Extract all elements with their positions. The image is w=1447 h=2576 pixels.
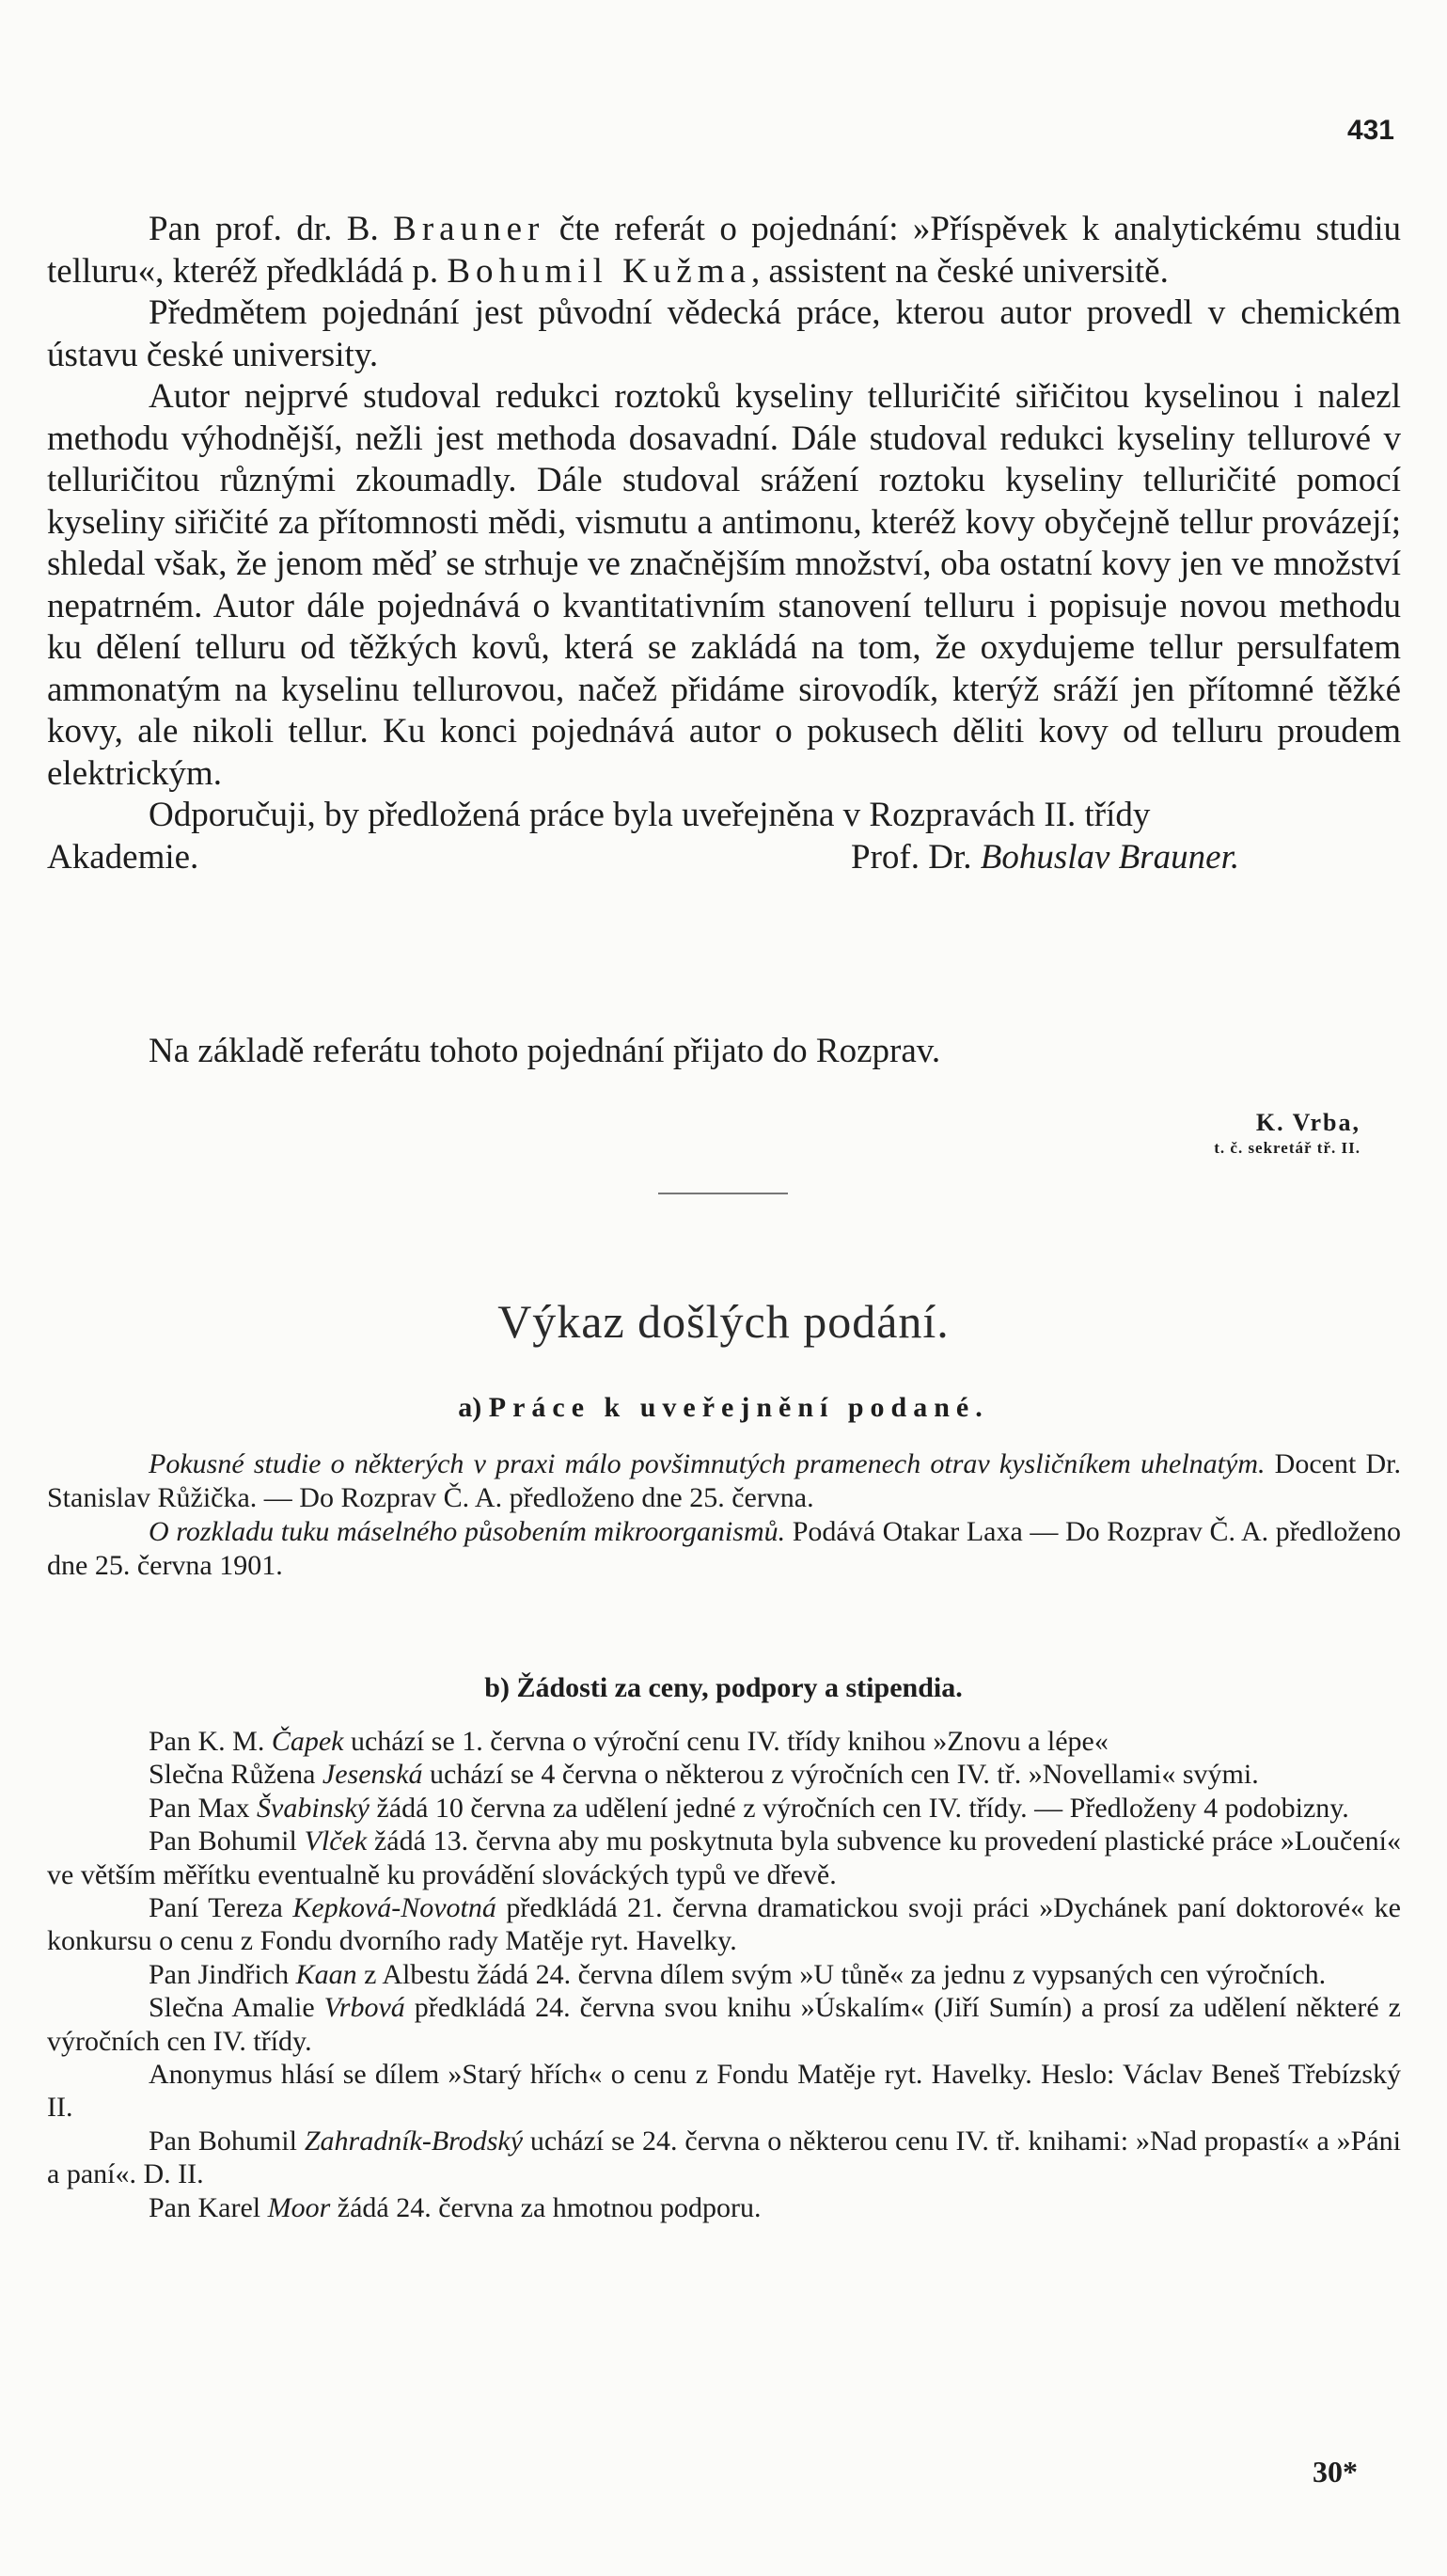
- entry-text: Podává Otakar Laxa — Do Rozprav Č. A. předloženo dne 25. června 1901.: [47, 1516, 1401, 1581]
- entry-name: Kepková-Novotná: [292, 1892, 496, 1924]
- entry-title: Pokusné studie o některých v praxi málo povšimnutých pramenech otrav kysličníkem uhelnatým.: [149, 1448, 1266, 1479]
- entry-pre: Pan Jindřich: [149, 1958, 296, 1990]
- page-number: 431: [1346, 115, 1394, 146]
- subheading-b-title: Žádosti za ceny, podpory a stipendia.: [516, 1672, 963, 1703]
- review-text-1a: Pan prof. dr. B.: [149, 210, 394, 248]
- review-paragraph-1: [47, 209, 1401, 292]
- entry-post: z Albestu žádá 24. června dílem svým »U tůně« za jednu z vypsaných cen výročních.: [356, 1958, 1327, 1990]
- entry-text: Docent Dr. Stanislav Růžička. — Do Rozprav Č. A. předloženo dne 25. června.: [47, 1448, 1401, 1513]
- entry-name: Vrbová: [323, 1992, 405, 2024]
- review-signature: [851, 837, 1239, 879]
- secretary-role: t. č. sekretář tř. II.: [1214, 1139, 1360, 1157]
- section-b-list: [47, 1725, 1401, 2224]
- entry-post: uchází se 4 června o některou z výročních cen IV. tř. »Novellami« svými.: [422, 1759, 1259, 1791]
- entry-post: předkládá 21. června dramatickou svoji práci »Dychánek paní doktorové« ke konkursu o cenu z Fondu dvorního rady Matěje ryt. Havelky.: [47, 1892, 1401, 1957]
- list-item: [47, 2058, 1401, 2125]
- entry-pre: Pan Max: [149, 1792, 257, 1824]
- separator-rule: [658, 1193, 788, 1194]
- list-item: [47, 1725, 1401, 1758]
- entry-post: uchází se 1. června o výroční cenu IV. třídy knihou »Znovu a lépe«: [343, 1726, 1109, 1757]
- entry-name: Vlček: [304, 1825, 368, 1857]
- list-item: [47, 1991, 1401, 2058]
- subheading-a-title: Práce k uveřejnění podané.: [488, 1392, 989, 1423]
- list-item: [47, 1447, 1401, 1515]
- entry-name: Švabinský: [257, 1792, 370, 1824]
- entry-name: Jesenská: [322, 1759, 423, 1791]
- review-signature-line: [47, 837, 1401, 879]
- entry-pre: Pan Bohumil: [149, 1825, 305, 1857]
- entry-name: Zahradník-Brodský: [304, 2125, 524, 2157]
- list-item: [47, 1515, 1401, 1583]
- entry-title: O rozkladu tuku máselného působením mikroorganismů.: [149, 1516, 786, 1547]
- entry-pre: Pan Bohumil: [149, 2125, 305, 2157]
- signature-prefix: Prof. Dr.: [851, 837, 981, 877]
- list-item: [47, 2191, 1401, 2224]
- list-item: [47, 2125, 1401, 2191]
- list-item: [47, 1958, 1401, 1991]
- entry-post: uchází se 24. června o některou cenu IV. tř. knihami: »Nad propastí« a »Páni a paní«. D. II.: [47, 2125, 1401, 2190]
- list-item: [47, 1825, 1401, 1891]
- entry-post: žádá 10 června za udělení jedné z výročních cen IV. třídy. — Předloženy 4 podobizny.: [369, 1792, 1349, 1824]
- subheading-a: [0, 1392, 1447, 1424]
- subheading-a-label: a): [458, 1392, 489, 1423]
- entry-pre: Slečna Amalie: [149, 1992, 324, 2024]
- subheading-b: [0, 1672, 1447, 1704]
- list-item: [47, 1792, 1401, 1825]
- signature-name: Bohuslav Brauner.: [980, 837, 1240, 877]
- entry-name: Kaan: [295, 1958, 357, 1990]
- list-item: [47, 1891, 1401, 1958]
- entry-post: předkládá 24. června svou knihu »Úskalím« (Jiří Sumín) a prosí za udělení některé z výročních cen IV. třídy.: [47, 1992, 1401, 2057]
- review-text: [47, 209, 1401, 879]
- entry-pre: Slečna Růžena: [149, 1759, 322, 1791]
- sheet-signature: 30*: [1313, 2455, 1358, 2489]
- secretary-signature: [1214, 1108, 1360, 1159]
- review-paragraph-4-end: Akademie.: [47, 837, 199, 877]
- review-paragraph-2: Předmětem pojednání jest původní vědecká práce, kterou autor provedl v chemickém ústavu české university.: [47, 293, 1401, 374]
- review-paragraph-3: Autor nejprvé studoval redukci roztoků kyseliny telluričité siřičitou kyselinou i nalezl methodu výhodnější, nežli jest methoda dosavadní. Dále studoval redukci kyseliny tellurové v telluričitou různými zkoumadly. Dále studoval srážení roztoku kyseliny telluričité pomocí kyseliny siřičité za přítomnosti mědi, vismutu a antimonu, kteréž kovy obyčejně tellur provázejí; shledal však, že jenom měď se strhuje ve značnějším množství, oba ostatní kovy jen ve množství nepatrném. Autor dále pojednává o kvantitativním stanovení telluru i popisuje novou methodu ku dělení telluru od těžkých kovů, která se zakládá na tom, že oxydujeme tellur persulfatem ammonatým na kyselinu tellurovou, načež přidáme sirovodík, kterýž sráží jen přítomné těžké kovy, ale nikoli tellur. Ku konci pojednává autor o pokusech děliti kovy od telluru proudem elektrickým.: [47, 377, 1401, 793]
- reviewer-name: Brauner: [393, 210, 545, 248]
- secretary-name: K. Vrba,: [1255, 1109, 1360, 1136]
- review-paragraph-4: Odporučuji, by předložená práce byla uveřejněna v Rozpravách II. třídy: [149, 796, 1151, 834]
- entry-name: Čapek: [271, 1726, 344, 1757]
- entry-pre: Pan Karel: [149, 2191, 268, 2223]
- section-heading: Výkaz došlých podání.: [497, 1295, 950, 1348]
- review-text-1b: čte referát o pojednání: »Příspěvek k analytickému studiu telluru«, kteréž předkládá p.: [47, 210, 1401, 291]
- entry-post: žádá 13. června aby mu poskytnuta byla subvence ku provedení plastické práce »Loučení« ve větším měřítku eventualně ku provádění slováckých typů ve dřevě.: [47, 1825, 1401, 1890]
- list-item: [47, 1758, 1401, 1791]
- author-name: Bohumil Kužma: [447, 251, 751, 291]
- entry-post: žádá 24. června za hmotnou podporu.: [330, 2191, 762, 2223]
- entry-name: Moor: [267, 2191, 331, 2223]
- entry-pre: Pan K. M.: [149, 1726, 272, 1757]
- review-text-1c: , assistent na české universitě.: [750, 251, 1169, 291]
- entry-pre: Anonymus hlásí se dílem »Starý hřích« o cenu z Fondu Matěje ryt. Havelky. Heslo: Václav Beneš Třebízský II.: [47, 2059, 1401, 2124]
- subheading-b-label: b): [484, 1672, 517, 1703]
- resolution-text: Na základě referátu tohoto pojednání přijato do Rozprav.: [149, 1032, 941, 1070]
- entry-pre: Paní Tereza: [149, 1892, 293, 1924]
- section-a-list: [47, 1447, 1401, 1583]
- resolution: [47, 1031, 1401, 1072]
